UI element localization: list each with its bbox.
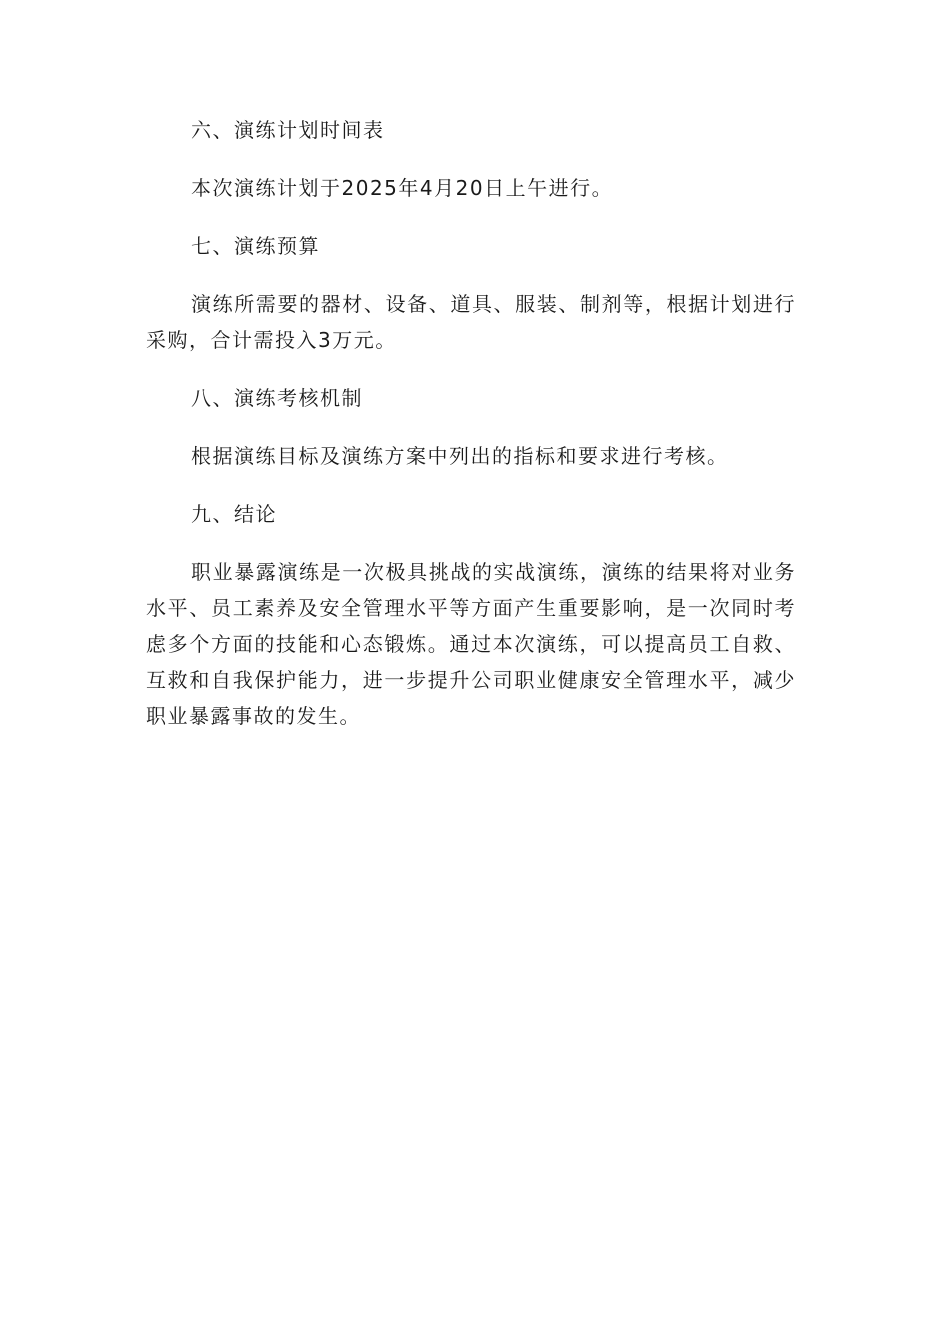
section-body-schedule: 本次演练计划于2025年4月20日上午进行。 [191,176,614,200]
section-heading-budget: 七、演练预算 [191,234,320,258]
section-body-budget: 演练所需要的器材、设备、道具、服装、制剂等，根据计划进行采购，合计需投入3万元。 [146,292,796,352]
section-heading-conclusion: 九、结论 [191,502,277,526]
section-heading-schedule: 六、演练计划时间表 [191,118,385,142]
section-heading-assessment: 八、演练考核机制 [191,386,363,410]
section-body-assessment: 根据演练目标及演练方案中列出的指标和要求进行考核。 [191,444,729,468]
section-body-conclusion: 职业暴露演练是一次极具挑战的实战演练，演练的结果将对业务水平、员工素养及安全管理水平等方面产生重要影响，是一次同时考虑多个方面的技能和心态锻炼。通过本次演练，可以提高员工自救、互救和自我保护能力，进一步提升公司职业健康安全管理水平，减少职业暴露事故的发生。 [146,560,796,728]
document-body [146,112,796,756]
